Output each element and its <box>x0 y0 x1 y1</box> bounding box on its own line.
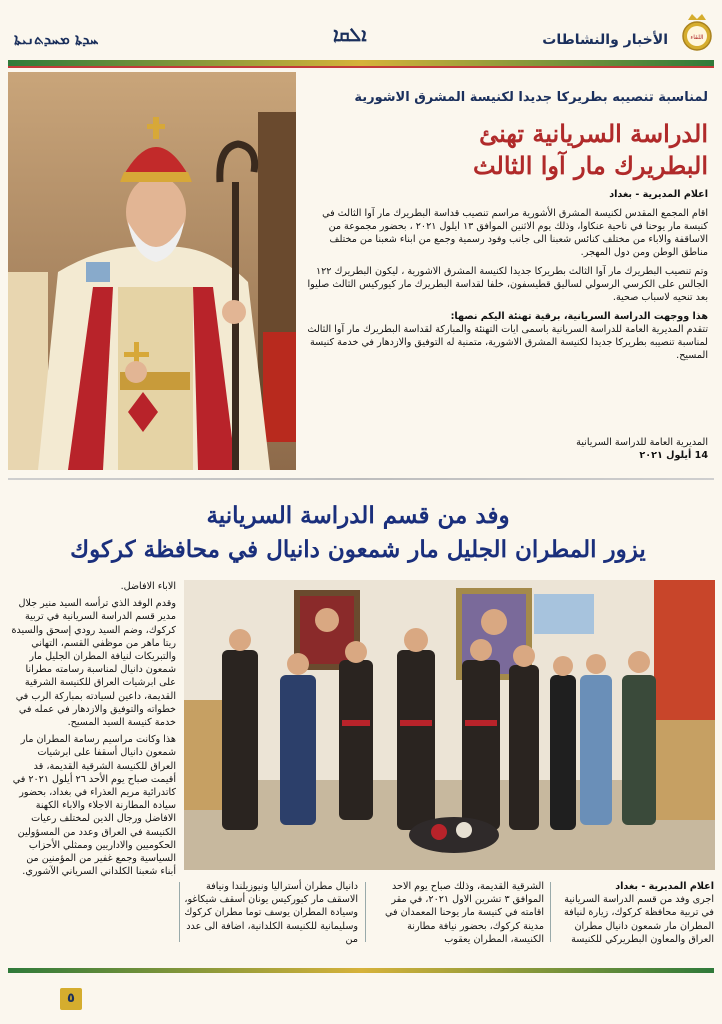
article2-left-column <box>10 580 176 882</box>
article2-col-a-text: اجرى وفد من قسم الدراسة السريانية في تربية محافظة كركوك، زيارة لنيافة المطران مار شمعون دانيال مطران العراق والمعاون البطريركي للكنيسة <box>564 894 714 945</box>
header-left-title: ܚܕܬܐ ܡܚܕܬܢܝܬܐ <box>14 30 99 48</box>
article1-title-line2: البطريرك مار آوا الثالث <box>472 151 708 180</box>
signature-date: 14 أيلول ٢٠٢١ <box>639 450 708 461</box>
article2-title-line2: يزور المطران الجليل مار شمعون دانيال في محافظة كركوك <box>70 536 646 563</box>
column-rule <box>179 882 180 942</box>
article1-title <box>308 118 708 182</box>
footer-band <box>8 968 714 973</box>
logo-text: اللقاء <box>690 34 704 41</box>
article2-title-line1: وفد من قسم الدراسة السريانية <box>206 502 510 529</box>
section-divider <box>8 478 714 480</box>
patriarch-photo <box>8 72 296 470</box>
signature-org: المديرية العامة للدراسة السريانية <box>576 437 708 448</box>
magazine-logo-icon <box>680 12 714 52</box>
article2-left-p2: وقدم الوفد الذي ترأسه السيد منير جلال مدير قسم الدراسة السريانية في تربية كركوك، وضم السيد رودي إسحق والسيدة ريتا ماهر من موظفي القسم، التهاني والتبريكات لنيافة المطران الجليل مار شمعون دانيال لمناسبة رسامته مطرانا على ابرشيات العراق للكنيسة الشرقية القديمة، داعين لسيادته بمباركة الرب في خطواته والتوفيق والازدهار في عمله في خدمة كنيسة السيد المسيح. <box>11 598 176 729</box>
article1-title-line1: الدراسة السريانية تهنئ <box>479 119 708 148</box>
article2-left-p1: الاباء الافاضل. <box>120 581 176 592</box>
header-mid-title: ܐܠܩܐ <box>333 24 367 46</box>
article1-para3-lead: هذا ووجهت الدراسة السريانية، برقية تهنئة اليكم نصها: <box>450 311 708 322</box>
article2-col-a <box>556 880 714 946</box>
article1-para1: اقام المجمع المقدس لكنيسة المشرق الأشورية مراسم تنصيب قداسة البطريرك مار آوا الثالث في كنيسة مار يوحنا في ناحية عنكاوا، وذلك يوم الاثنين الموافق ١٣ ايلول ٢٠٢١ ، بحضور مجموعة من الاساقفة والاباء من مختلف كنائس شعبنا الى جانب وفود رسمية وجمع من ابناء شعبنا من مختلف مناطق الوطن ومن دول المهجر. <box>322 208 708 258</box>
delegation-group-photo <box>184 580 715 870</box>
article2-col-b: الشرقية القديمة، وذلك صباح يوم الاحد الموافق ٣ تشرين الاول ٢٠٢١، في مقر اقامته في كنيسة مار يوحنا المعمدان في مدينة كركوك، بحضور نيافة مطارنة الكنيسة، المطران يعقوب <box>385 881 544 945</box>
article1-kicker: لمناسبة تنصيبه بطريركا جديدا لكنيسة المشرق الاشورية <box>354 90 708 105</box>
article1-signature <box>408 436 708 462</box>
article2-left-p3: هذا وكانت مراسيم رسامة المطران مار شمعون دانيال أسقفا على ابرشيات العراق للكنيسة الشرقية القديمة، قد أقيمت صباح يوم الأحد ٢٦ أيلول ٢٠٢١ في كاتدرائية مريم العذراء في بغداد، بحضور سيادة المطارنة الاجلاء والاباء الكهنة الافاضل ورجال الدين لمختلف رعيات الكنيسة في العراق وعدد من المسؤولين الحكوميين والاداريين وممثلي الأحزاب السياسية وجمع غفير من المؤمنين من أبناء شعبنا الكلداني السرياني الآشوري. <box>12 734 176 878</box>
article2-col-a-dateline: اعلام المديرية - بغداد <box>615 881 714 892</box>
header-rule <box>8 66 714 68</box>
article1-para3: تتقدم المديرية العامة للدراسة السريانية باسمى ايات التهنئة والمباركة لقداسة البطريرك مار آوا الثالث لمناسبة تنصيبه بطريركا جديدا لكنيسة المشرق الاشورية، متمنية له التوفيق والازدهار في خدمة كنيسة المسيح. <box>307 324 708 361</box>
header-section-title: الأخبار والنشاطات <box>542 32 668 48</box>
page-number: ٥ <box>60 988 82 1010</box>
article1-body <box>303 188 708 368</box>
article1-para2: وتم تنصيب البطريرك مار آوا الثالث بطريركا جديدا لكنيسة المشرق الاشورية ، ليكون البطريرك ١٢٢ الجالس على الكرسي الرسولي لساليق قطيسفون، خلفا لقداسة البطريرك مار كيوركيس الثالث صليوا بعد تنحيه لاسباب صحية. <box>307 266 708 303</box>
column-rule <box>365 882 366 942</box>
column-rule <box>550 882 551 942</box>
article1-dateline: اعلام المديرية - بغداد <box>609 189 708 200</box>
article2-col-c: دانيال مطران أستراليا ونيوزيلندا ونيافة الاسقف مار كيوركيس يونان أسقف شيكاغو، وسيادة المطران يوسف توما مطران كركوك وسليمانية للكنيسة الكلدانية، اضافة الى عدد من <box>184 881 358 945</box>
page-header <box>0 0 722 64</box>
